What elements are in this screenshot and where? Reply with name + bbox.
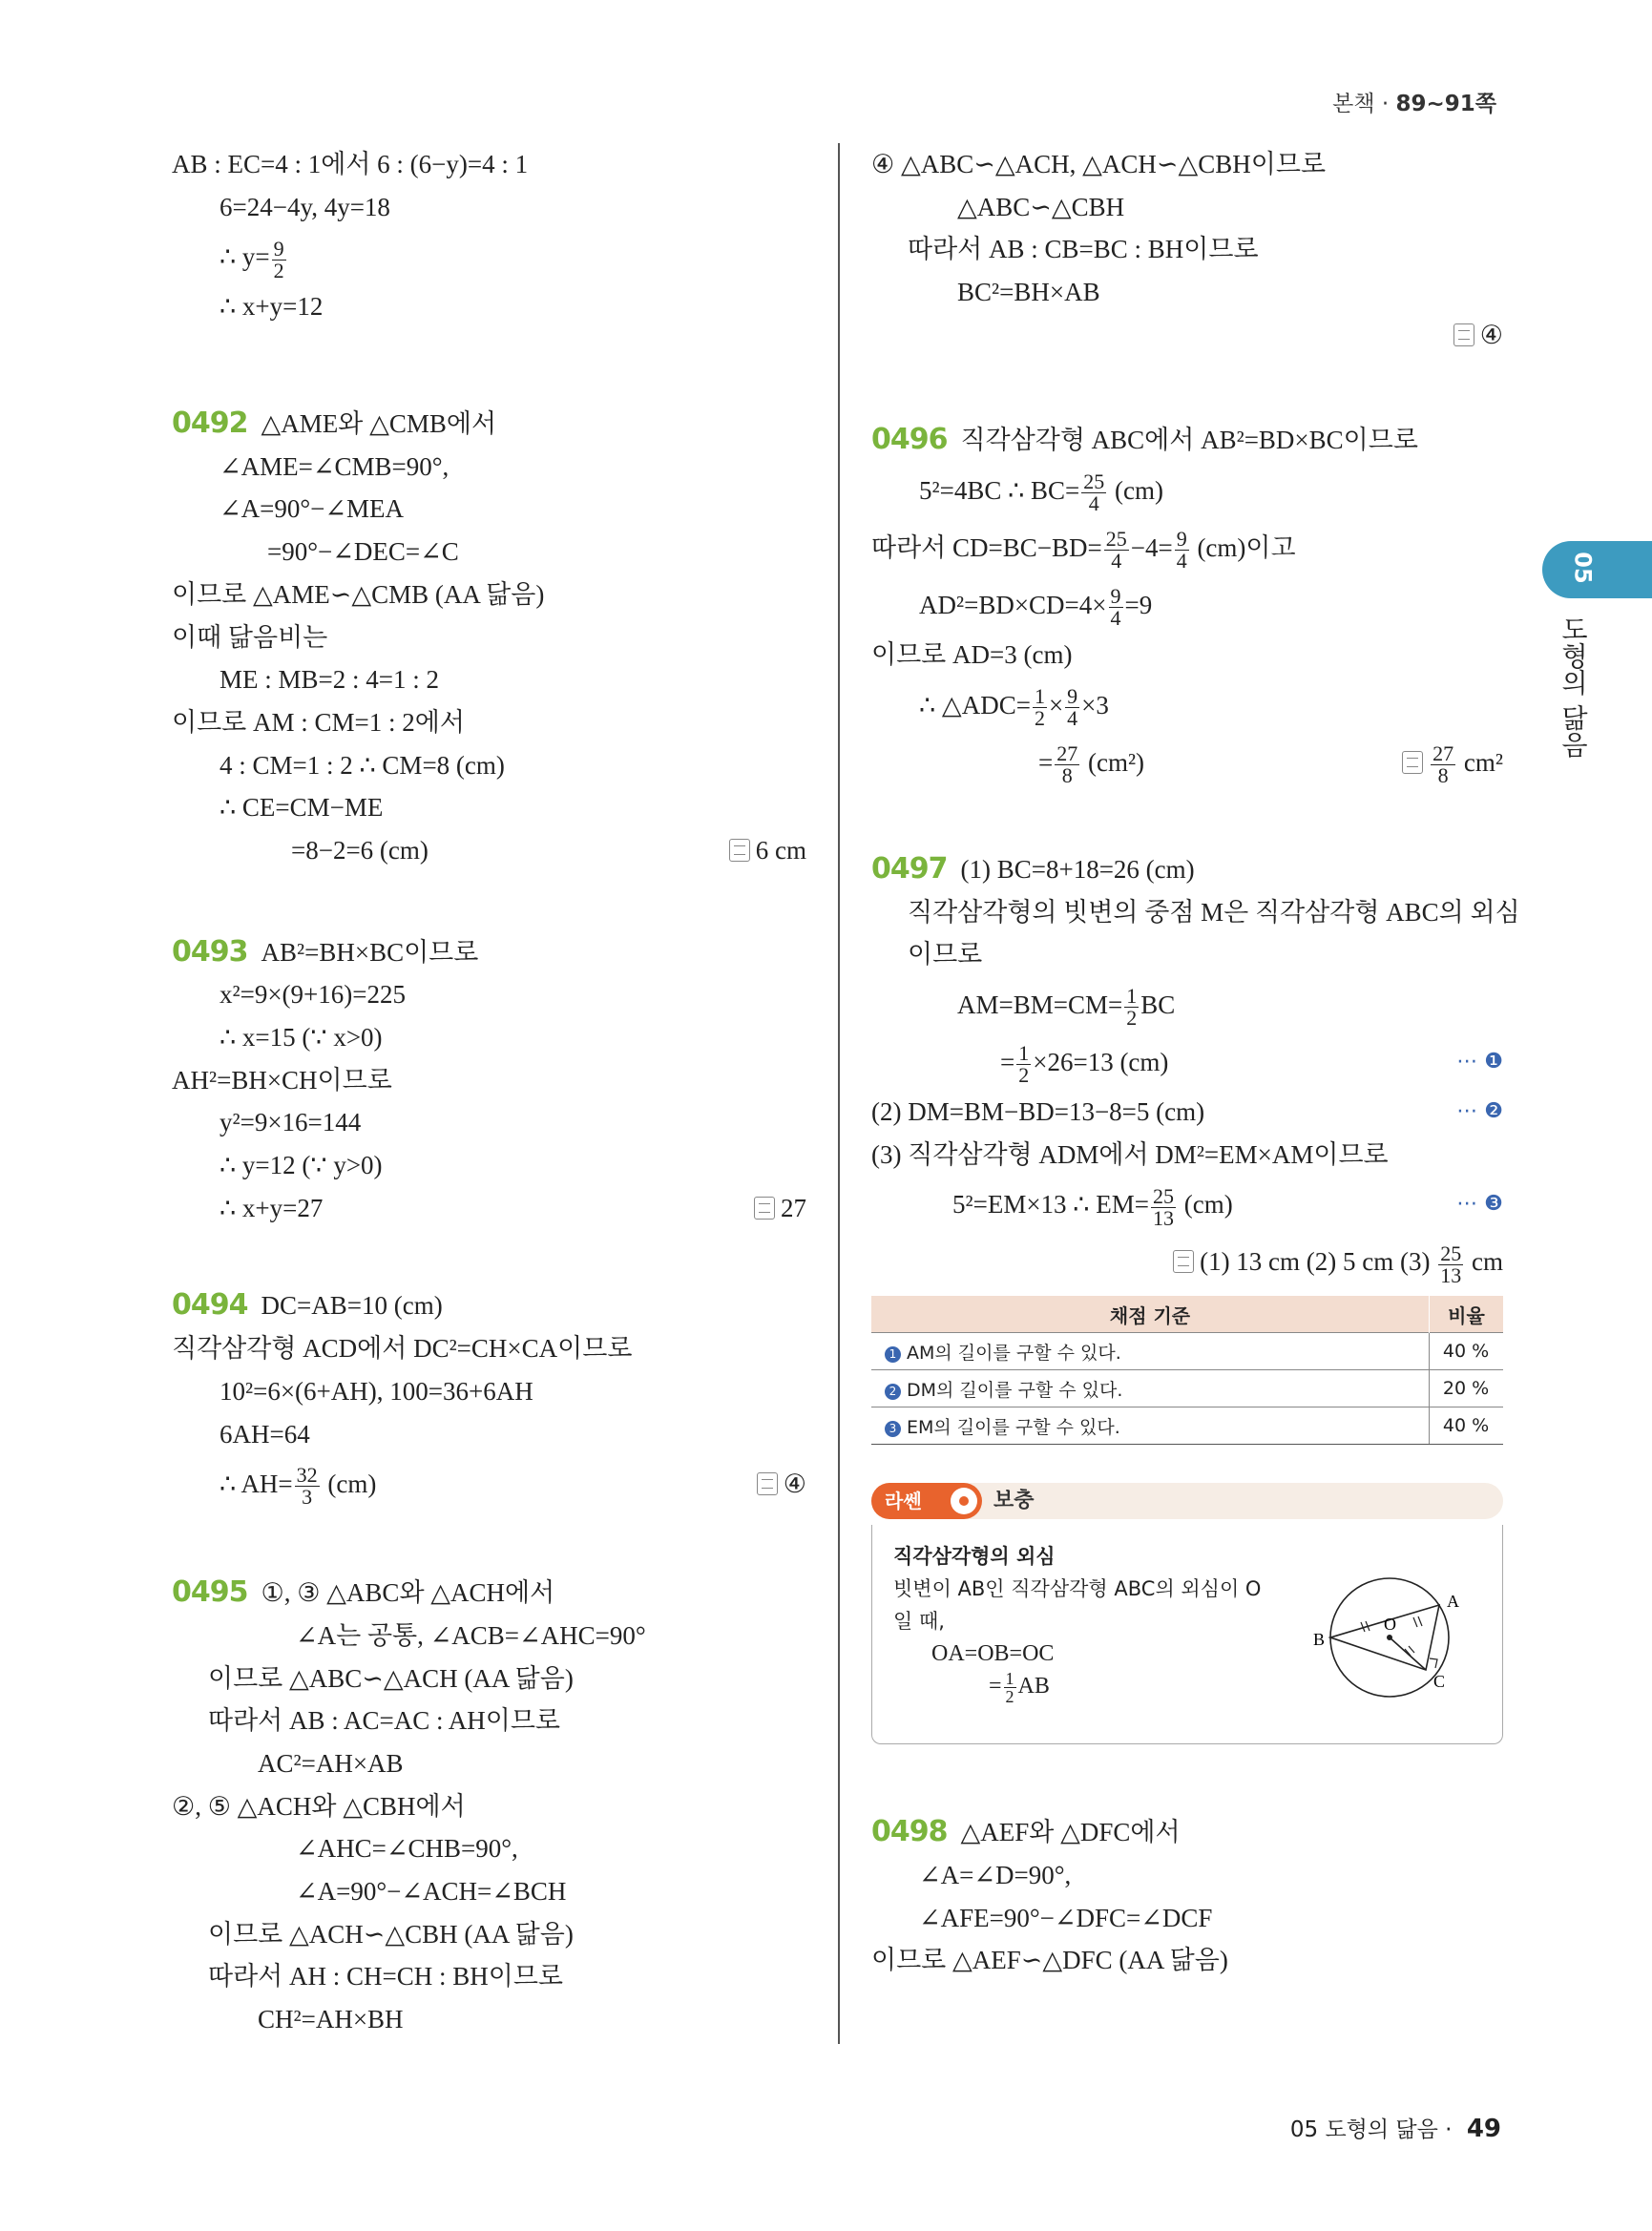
page-number: 49 [1466, 2115, 1501, 2143]
fraction [1104, 529, 1129, 572]
fraction [1055, 743, 1079, 786]
solution-line: ∠A=90°−∠ACH=∠BCH [296, 1877, 567, 1906]
footer-chapter: 05 도형의 닮음 [1289, 2117, 1438, 2142]
answer-mark [1453, 314, 1503, 357]
numerator: 27 [1432, 741, 1454, 766]
solution-line: 5²=EM×13 ∴ EM= $\frac{25}{13}$ (cm) ⋯ ❸ [871, 1176, 1503, 1233]
supplement-line: OA=OB=OC [931, 1641, 1055, 1667]
denominator: 13 [1152, 1205, 1174, 1230]
step-marker: ⋯ ❶ [1456, 1049, 1503, 1074]
solution-line: = $\frac{1}{2}$ ×26=13 (cm) ⋯ ❶ [871, 1033, 1503, 1091]
problem-number: 0492 [172, 407, 248, 441]
math-text: (2) DM=BM−BD=13−8=5 (cm) [871, 1096, 1205, 1126]
answer-icon [729, 839, 750, 862]
math-text: (1) BC=8+18=26 (cm) [960, 854, 1195, 884]
solution-line: = $\frac{27}{8}$ (cm²) $\frac{27}{8}$ cm² [871, 734, 1503, 791]
page-range: 89~91쪽 [1395, 92, 1496, 116]
denominator: 4 [1176, 549, 1187, 573]
step-marker: ⋯ ❸ [1456, 1192, 1503, 1217]
math-text: = [989, 1674, 1002, 1699]
step-number: ❶ [1484, 1049, 1503, 1074]
solution-line [172, 228, 806, 285]
denominator: 2 [1126, 1006, 1138, 1031]
denominator: 8 [1437, 763, 1449, 788]
criterion-cell [871, 1370, 1430, 1407]
numerator: 25 [1105, 527, 1127, 552]
answer-value: 6 cm [755, 835, 806, 865]
math-text: = [1038, 747, 1054, 777]
problem-0494-line [172, 1284, 806, 1327]
math-text: =8−2=6 (cm) [291, 835, 429, 865]
problem-0492-line [172, 403, 806, 446]
solution-line: ∴ x=15 (∵ x>0) [220, 1023, 383, 1052]
math-text: ∴ x+y=27 [220, 1193, 324, 1222]
solution-line: (3) 직각삼각형 ADM에서 DM²=EM×AM이므로 [871, 1139, 1389, 1169]
numerator: 25 [1083, 469, 1105, 494]
left-column [172, 143, 806, 2041]
criterion-text: AM의 길이를 구할 수 있다. [907, 1342, 1121, 1364]
tick-mark [1409, 1646, 1414, 1653]
fraction [1109, 586, 1123, 629]
denominator: 2 [1018, 1063, 1030, 1088]
step-number: ❸ [1484, 1192, 1503, 1217]
step-marker: ⋯ ❷ [1456, 1098, 1503, 1123]
denominator: 8 [1061, 763, 1073, 788]
solution-line: AM=BM=CM= $\frac{1}{2}$ BC [957, 984, 1176, 1031]
solution-line: AD²=BD×CD=4× $\frac{9}{4}$ =9 [919, 584, 1153, 631]
solution-line: 이때 닮음비는 [172, 622, 328, 652]
table-row [871, 1370, 1503, 1407]
answer-icon [1173, 1250, 1194, 1273]
solution-line: AC²=AH×AB [258, 1748, 404, 1778]
math-text: △AME와 △CMB에서 [261, 409, 497, 439]
math-text: 따라서 CD=BC−BD= [871, 533, 1102, 563]
fraction [1151, 1183, 1176, 1230]
fraction [1438, 1243, 1463, 1286]
solution-line: ∠A는 공통, ∠ACB=∠AHC=90° [296, 1620, 646, 1650]
answer-value: ④ [1479, 320, 1503, 349]
tick-mark [1413, 1617, 1417, 1627]
solution-line: 직각삼각형 ACD에서 DC²=CH×CA이므로 [172, 1334, 633, 1364]
solution-line: AH²=BH×CH이므로 [172, 1065, 392, 1095]
fraction [1004, 1670, 1016, 1705]
right-angle-mark [1430, 1658, 1437, 1668]
answer-mark: (1) 13 cm (2) 5 cm (3) $\frac{25}{13}$ cm [1173, 1233, 1503, 1290]
numerator: 25 [1152, 1183, 1174, 1208]
denominator: 4 [1111, 549, 1122, 573]
solution-line: ∠A=∠D=90°, [919, 1860, 1072, 1889]
math-text: ∴ y= [220, 242, 270, 272]
fraction [1016, 1043, 1031, 1086]
solution-line: ∴ △ADC= $\frac{1}{2}$ × $\frac{9}{4}$ ×3 [919, 684, 1109, 731]
solution-line: BC²=BH×AB [957, 278, 1100, 307]
numerator: 25 [1440, 1241, 1462, 1265]
solution-line: x²=9×(9+16)=225 [220, 980, 406, 1010]
problem-number: 0496 [871, 423, 948, 457]
solution-line: 이므로 AM : CM=1 : 2에서 [172, 707, 465, 737]
solution-line [172, 1187, 806, 1230]
solution-line: ∴ y=12 (∵ y>0) [220, 1151, 383, 1180]
numerator: 9 [1176, 527, 1187, 552]
answer-line [871, 314, 1503, 357]
problem-number: 0495 [172, 1575, 248, 1610]
numerator: 1 [1005, 1669, 1014, 1689]
badge-text: 라쎈 [885, 1490, 922, 1513]
answer-icon [757, 1472, 778, 1495]
numerator: 32 [296, 1463, 318, 1488]
median-line [1390, 1637, 1426, 1670]
denominator: 3 [302, 1485, 313, 1510]
ratio-cell: 40 % [1430, 1407, 1504, 1445]
math-text: DC=AB=10 (cm) [261, 1291, 443, 1321]
criterion-text: DM의 길이를 구할 수 있다. [907, 1379, 1123, 1401]
fraction [1175, 529, 1189, 572]
problem-number: 0498 [871, 1815, 948, 1849]
solution-line: CH²=AH×BH [258, 2005, 404, 2034]
chapter-number: 05 [1569, 552, 1597, 584]
chapter-title: 도형의 닮음 [1558, 615, 1589, 758]
chapter-tab[interactable] [1542, 541, 1652, 598]
solution-line: ∠AFE=90°−∠DFC=∠DCF [919, 1903, 1213, 1932]
label-C: C [1433, 1672, 1446, 1692]
supplement-badge [871, 1483, 982, 1519]
solution-line: ∴ CE=CM−ME [220, 793, 384, 823]
problem-number: 0494 [172, 1288, 248, 1323]
criterion-cell [871, 1407, 1430, 1445]
denominator: 4 [1110, 606, 1121, 631]
fraction [295, 1465, 320, 1508]
solution-line: ∠A=90°−∠MEA [220, 494, 404, 524]
solution-line: ME : MB=2 : 4=1 : 2 [220, 665, 439, 695]
answer-mark [729, 829, 806, 872]
solution-line: 따라서 AH : CH=CH : BH이므로 [208, 1962, 563, 1991]
solution-line: 5²=4BC ∴ BC= $\frac{25}{4}$ (cm) [919, 469, 1163, 516]
solution-line: ∠AHC=∠CHB=90°, [296, 1834, 518, 1864]
solution-line: 10²=6×(6+AH), 100=36+6AH [220, 1376, 533, 1406]
denominator: 13 [1440, 1262, 1462, 1287]
supplement-body [871, 1525, 1503, 1744]
fraction [1431, 743, 1455, 786]
answer-value: cm² [1463, 747, 1503, 777]
supplement-title: 직각삼각형의 외심 [893, 1545, 1056, 1569]
solution-line: 이므로 △AEF∽△DFC (AA 닮음) [871, 1946, 1228, 1975]
math-text: ①, ③ △ABC와 △ACH에서 [261, 1578, 555, 1608]
unit: (cm) [327, 1470, 377, 1499]
solution-line: =90°−∠DEC=∠C [267, 537, 459, 567]
problem-0498-line [871, 1811, 1503, 1854]
problem-0495-line [172, 1572, 806, 1615]
numerator: 1 [1034, 684, 1045, 709]
label-A: A [1447, 1592, 1459, 1612]
bullet: 2 [885, 1384, 901, 1400]
right-column [871, 143, 1520, 1982]
bullet: 3 [885, 1421, 901, 1437]
table-header: 채점 기준 [871, 1296, 1430, 1333]
answer-mark [757, 1455, 806, 1512]
solution-line: 이므로 [908, 940, 983, 970]
answer-value: (1) 13 cm (2) 5 cm (3) [1200, 1247, 1431, 1277]
page-footer: 05 도형의 닮음 · 49 [1289, 2115, 1501, 2143]
step-number: ❷ [1484, 1098, 1503, 1123]
math-text: AD²=BD×CD=4× [919, 591, 1107, 620]
denominator: 4 [1067, 706, 1078, 731]
scoring-table [871, 1296, 1503, 1445]
solution-line [172, 829, 806, 872]
answer-value: ④ [783, 1470, 806, 1499]
solution-line: 따라서 AB : CB=BC : BH이므로 [908, 235, 1259, 264]
solution-line: 따라서 CD=BC−BD= $\frac{25}{4}$ −4= $\frac{9}{4}$ (cm)이고 [871, 527, 1296, 573]
supplement-header [871, 1483, 1503, 1519]
solution-line: ∠AME=∠CMB=90°, [220, 451, 450, 481]
answer-line [871, 1233, 1503, 1290]
denominator: 2 [1034, 706, 1045, 731]
solution-line: 이므로 AD=3 (cm) [871, 640, 1073, 670]
column-divider [838, 143, 840, 2044]
supplement-label: 보충 [993, 1489, 1035, 1513]
table-header: 비율 [1430, 1296, 1504, 1333]
numerator: 9 [273, 236, 284, 261]
fraction [1124, 986, 1139, 1029]
math-text: △AEF와 △DFC에서 [960, 1818, 1181, 1847]
solution-line [871, 1091, 1503, 1134]
math-text: 5²=4BC ∴ BC= [919, 476, 1080, 506]
solution-line: ②, ⑤ △ACH와 △CBH에서 [172, 1791, 466, 1821]
fraction [1081, 471, 1106, 514]
math-text: ∴ AH= [220, 1470, 293, 1499]
circumcenter-figure [1313, 1563, 1485, 1706]
numerator: 1 [1126, 984, 1138, 1009]
solution-line: y²=9×16=144 [220, 1108, 362, 1137]
label-O: O [1384, 1615, 1396, 1635]
answer-icon [1402, 751, 1423, 774]
answer-icon [1453, 323, 1474, 346]
math-text: = [1000, 1047, 1015, 1076]
math-text: AM=BM=CM= [957, 990, 1123, 1019]
math-text: 5²=EM×13 ∴ EM= [952, 1190, 1149, 1220]
solution-line: 6AH=64 [220, 1419, 310, 1449]
math-text: 직각삼각형 ABC에서 AB²=BD×BC이므로 [960, 426, 1418, 455]
label-B: B [1313, 1630, 1326, 1650]
denominator: 2 [273, 258, 284, 282]
solution-line: 따라서 AB : AC=AC : AH이므로 [208, 1706, 561, 1736]
criterion-text: EM의 길이를 구할 수 있다. [907, 1416, 1120, 1438]
supplement-line: 빗변이 AB인 직각삼각형 ABC의 외심이 O [893, 1577, 1262, 1601]
fraction [1033, 686, 1047, 729]
numerator: 27 [1056, 741, 1078, 766]
criterion-cell [871, 1333, 1430, 1370]
numerator: 1 [1018, 1041, 1030, 1066]
math-text: ∴ △ADC= [919, 690, 1031, 719]
solution-line: 직각삼각형의 빗변의 중점 M은 직각삼각형 ABC의 외심 [908, 897, 1520, 927]
solution-line: ∴ x+y=12 [220, 292, 324, 322]
solution-line: 6=24−4y, 4y=18 [220, 192, 390, 221]
solution-line: ④ △ABC∽△ACH, △ACH∽△CBH이므로 [871, 150, 1327, 178]
table-row [871, 1333, 1503, 1370]
solution-line: AB : EC=4 : 1에서 6 : (6−y)=4 : 1 [172, 150, 529, 178]
book-label: 본책 [1332, 92, 1375, 116]
math-text: AB²=BH×BC이므로 [261, 937, 479, 967]
problem-0496-line [871, 419, 1503, 462]
solution-line: 이므로 △ACH∽△CBH (AA 닮음) [208, 1919, 574, 1949]
ratio-cell: 40 % [1430, 1333, 1504, 1370]
numerator: 9 [1110, 584, 1121, 609]
ratio-cell: 20 % [1430, 1370, 1504, 1407]
table-row [871, 1407, 1503, 1445]
tick-mark [1418, 1616, 1422, 1626]
fraction [272, 236, 286, 282]
problem-0497-line [871, 848, 1503, 891]
solution-line: △ABC∽△CBH [957, 192, 1125, 221]
page-reference: 본책 · 89~91쪽 [1332, 92, 1496, 116]
answer-icon [754, 1197, 775, 1220]
solution-line: 4 : CM=1 : 2 ∴ CM=8 (cm) [220, 750, 505, 780]
answer-value: 27 [781, 1193, 806, 1222]
supplement-box [871, 1483, 1503, 1744]
solution-line: 이므로 △ABC∽△ACH (AA 닮음) [208, 1663, 574, 1693]
answer-mark [1402, 734, 1503, 791]
problem-0493-line [172, 931, 806, 974]
denominator: 4 [1088, 491, 1099, 516]
center-point [1387, 1635, 1392, 1640]
problem-number: 0493 [172, 934, 248, 969]
target-icon [951, 1488, 977, 1514]
fraction [1065, 686, 1079, 729]
problem-number: 0497 [871, 851, 948, 886]
supplement-line: 일 때, [893, 1610, 945, 1634]
supplement-line: = $\frac{1}{2}$ AB [989, 1669, 1050, 1707]
numerator: 9 [1067, 684, 1078, 709]
table-header-row [871, 1296, 1503, 1333]
bullet: 1 [885, 1346, 901, 1363]
solution-line [172, 1455, 806, 1512]
denominator: 2 [1005, 1687, 1014, 1707]
answer-mark [754, 1187, 806, 1230]
solution-line: 이므로 △AME∽△CMB (AA 닮음) [172, 579, 545, 609]
